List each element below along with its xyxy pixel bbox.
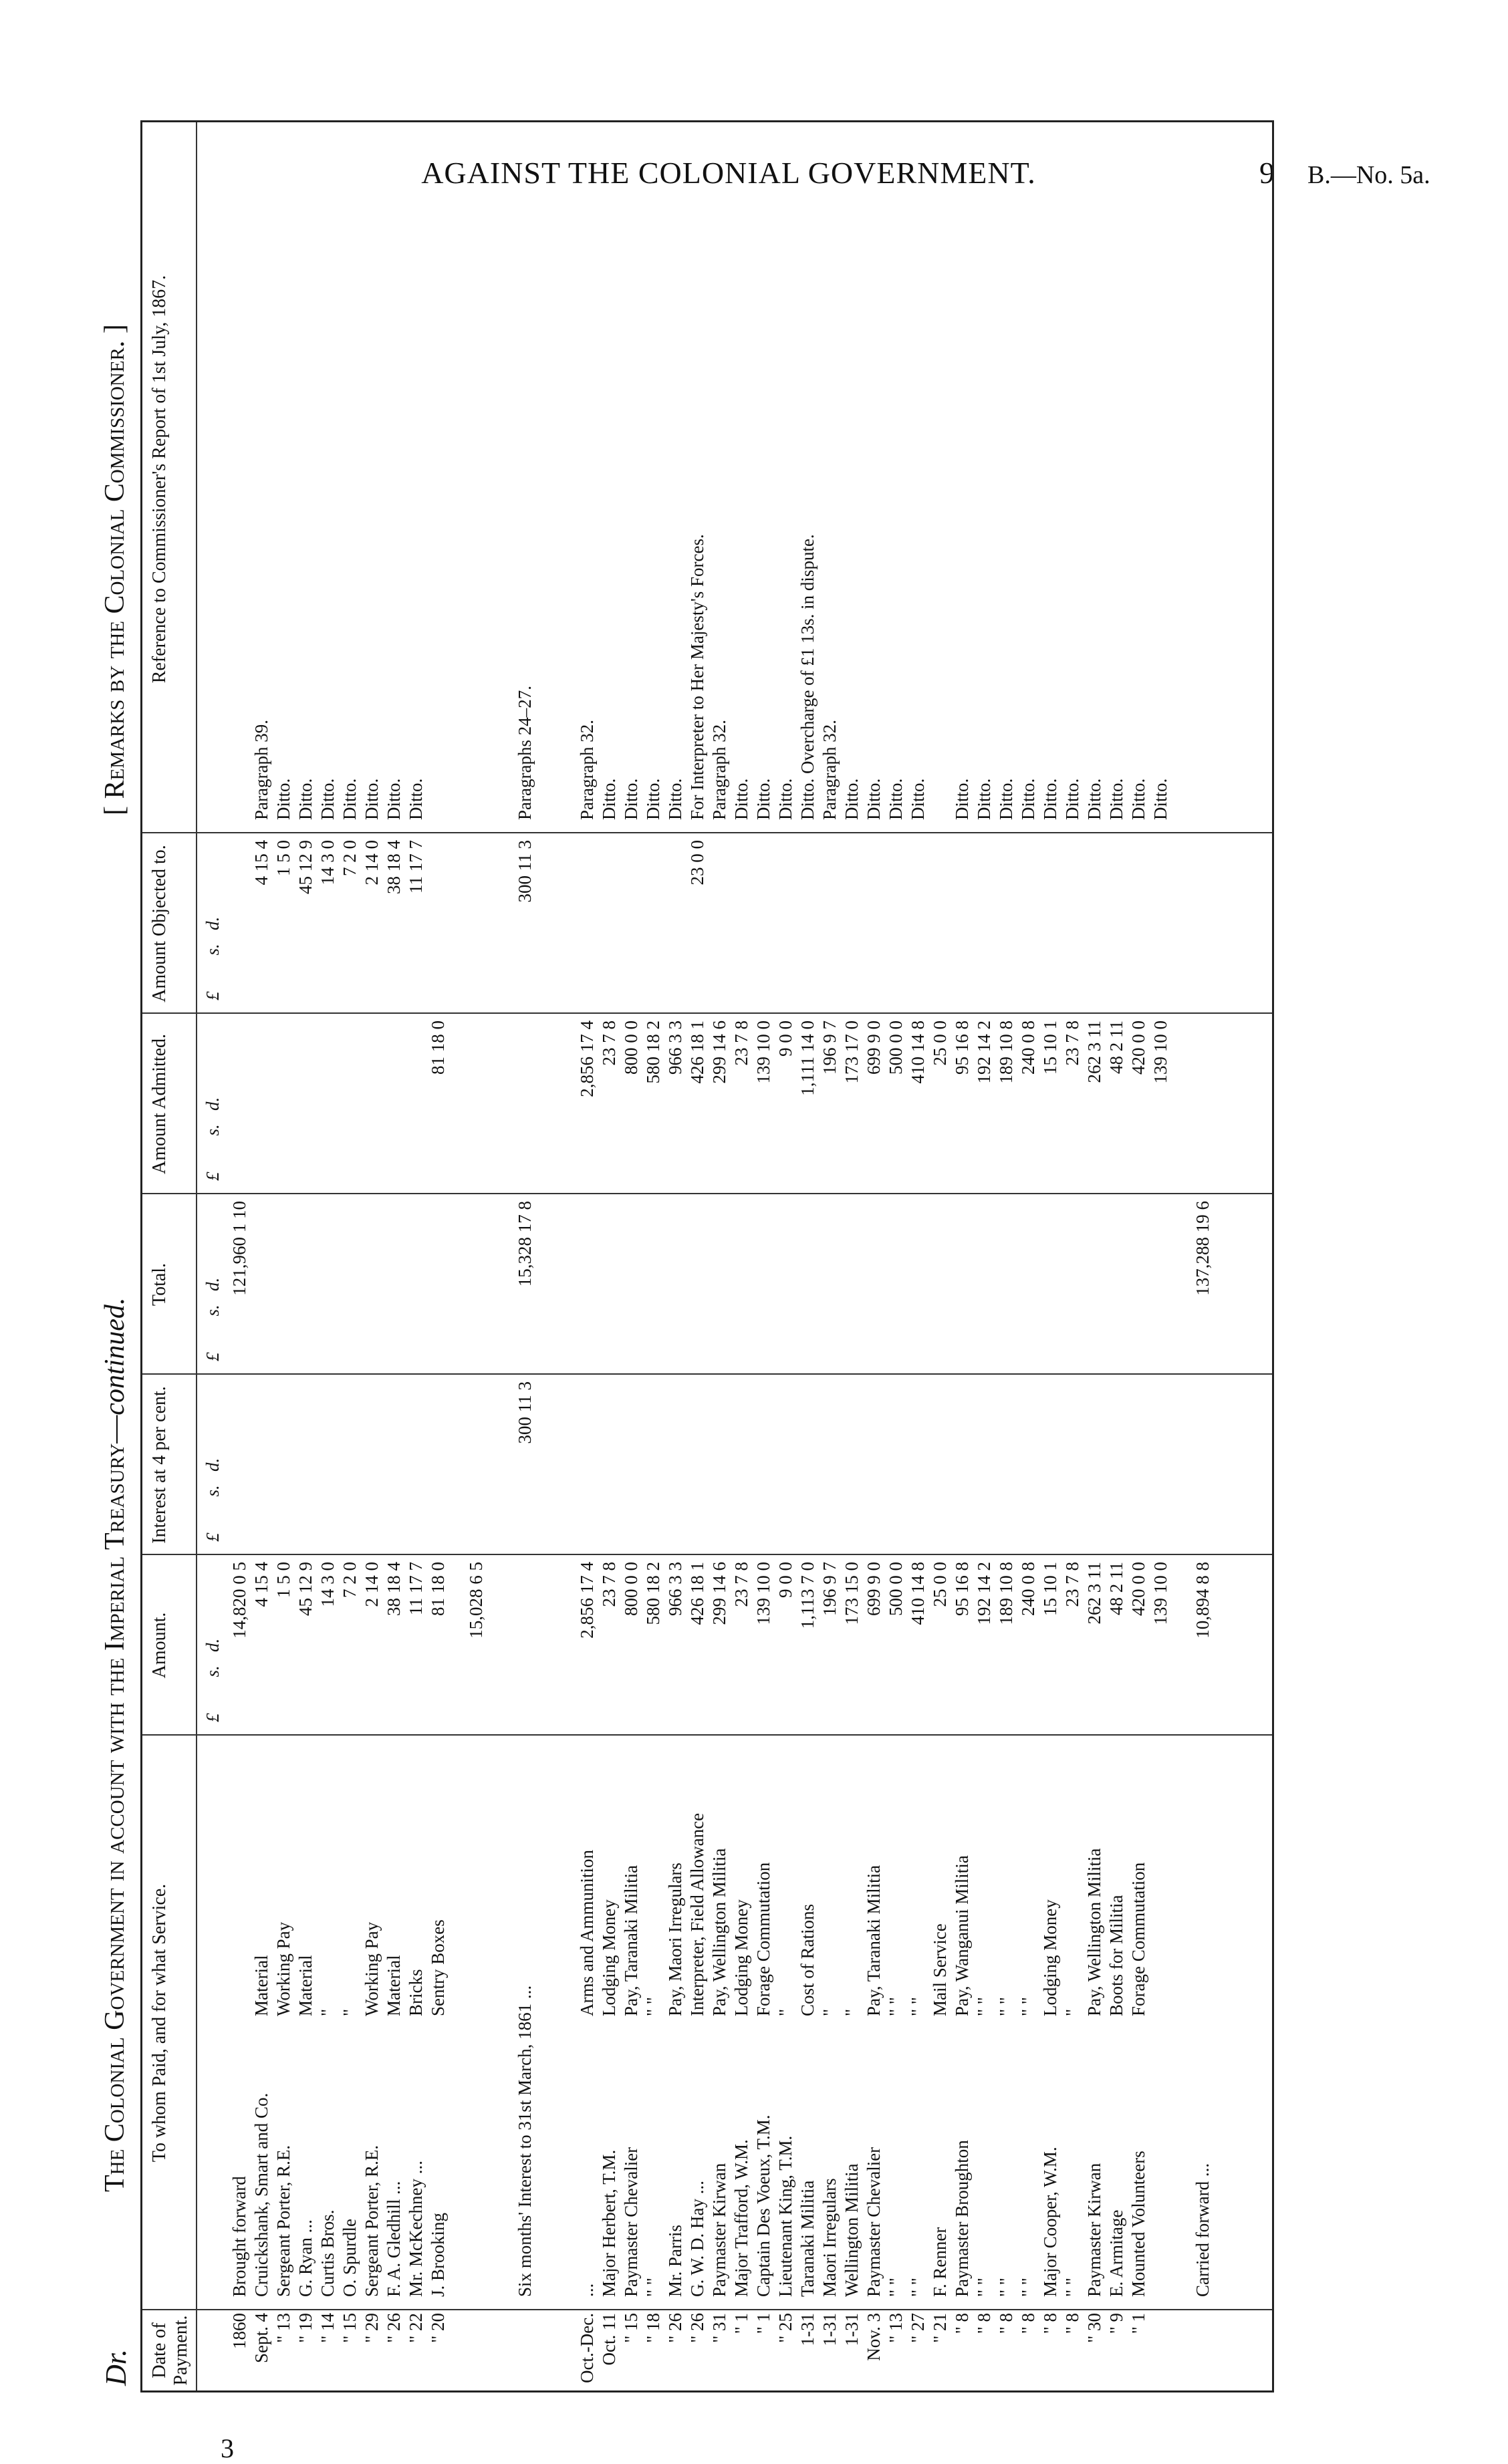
total-units: £ s. d. <box>203 1277 223 1361</box>
cell-date: " 15 <box>621 2313 641 2343</box>
cell-service: Mail Service <box>930 1923 950 2016</box>
ledger-title <box>99 1298 131 2192</box>
cell-date: " 18 <box>643 2313 663 2343</box>
cell-name: Maori Irregulars <box>820 2178 840 2297</box>
cell-service: Arms and Ammunition <box>577 1850 597 2016</box>
cell-total: 137,288 19 6 <box>1192 1201 1213 1296</box>
cell-date: " 26 <box>687 2313 707 2343</box>
remarks-title: [ Remarks by the Colonial Commissioner. ] <box>100 324 130 815</box>
cell-admitted: 192 14 2 <box>974 1020 994 1084</box>
cell-admitted: 699 9 0 <box>864 1020 884 1075</box>
cell-service: " " <box>908 1997 928 2016</box>
cell-amount: 23 7 8 <box>1062 1562 1082 1607</box>
cell-service: Lodging Money <box>731 1899 751 2016</box>
cell-objected: 4 15 4 <box>251 840 271 885</box>
cell-admitted: 81 18 0 <box>428 1020 448 1075</box>
cell-name: Paymaster Kirwan <box>709 2163 729 2297</box>
ledger-row <box>731 125 751 2390</box>
cell-amount: 38 18 4 <box>384 1562 404 1616</box>
cell-admitted: 189 10 8 <box>996 1020 1016 1084</box>
cell-name: F. A. Gledhill ... <box>384 2181 404 2297</box>
cell-admitted: 139 10 0 <box>753 1020 773 1084</box>
cell-amount: 14 3 0 <box>318 1562 338 1607</box>
cell-ref: Ditto. <box>886 778 906 820</box>
cell-service: " <box>340 2008 360 2016</box>
cell-amount: 699 9 0 <box>864 1562 884 1616</box>
cell-objected: 38 18 4 <box>384 840 404 894</box>
ledger-row <box>1062 125 1082 2390</box>
cell-service: Pay, Taranaki Militia <box>864 1865 884 2016</box>
cell-amount: 11 17 7 <box>406 1562 426 1615</box>
cell-name: F. Renner <box>930 2227 950 2297</box>
cell-admitted: 23 7 8 <box>1062 1020 1082 1066</box>
cell-name: " " <box>1018 2278 1038 2297</box>
col-date-header: Date of Payment. <box>149 2315 191 2386</box>
cell-date: " 1 <box>731 2313 751 2334</box>
cell-amount: 2,856 17 4 <box>577 1562 597 1639</box>
cell-date: " 8 <box>1062 2313 1082 2334</box>
cell-objected: 7 2 0 <box>340 840 360 876</box>
ledger-row <box>295 125 316 2390</box>
cell-admitted: 1,111 14 0 <box>797 1020 818 1096</box>
ledger-row <box>709 125 729 2390</box>
cell-admitted: 262 3 11 <box>1084 1020 1104 1083</box>
ledger-row <box>599 125 619 2390</box>
cell-amount: 262 3 11 <box>1084 1562 1104 1625</box>
ledger-row <box>864 125 884 2390</box>
cell-service: Sentry Boxes <box>428 1919 448 2016</box>
cell-ref: Ditto. <box>362 778 382 820</box>
cell-ref: Ditto. <box>318 778 338 820</box>
cell-name: " " <box>908 2278 928 2297</box>
cell-ref: Ditto. <box>665 778 685 820</box>
ledger-row <box>466 125 486 2390</box>
cell-admitted: 299 14 6 <box>709 1020 729 1084</box>
cell-amount: 196 9 7 <box>820 1562 840 1616</box>
cell-admitted: 426 18 1 <box>687 1020 707 1084</box>
cell-amount: 45 12 9 <box>295 1562 316 1616</box>
ledger-row <box>384 125 404 2390</box>
cell-admitted: 15 10 1 <box>1040 1020 1060 1075</box>
cell-amount: 420 0 0 <box>1128 1562 1148 1616</box>
cell-service: Working Pay <box>273 1921 293 2016</box>
cell-amount: 15 10 1 <box>1040 1562 1060 1616</box>
ledger-title-main: The Colonial Government in account with the Imperial Treasury— <box>100 1415 130 2192</box>
cell-amount: 48 2 11 <box>1106 1562 1126 1615</box>
cell-date: " 8 <box>1040 2313 1060 2334</box>
cell-date: 1-31 <box>797 2313 818 2346</box>
cell-name: Paymaster Chevalier <box>621 2147 641 2297</box>
cell-date: " 8 <box>974 2313 994 2334</box>
cell-amount: 139 10 0 <box>1150 1562 1170 1625</box>
cell-amount: 139 10 0 <box>753 1562 773 1625</box>
cell-ref: Ditto. <box>974 778 994 820</box>
cell-ref: Ditto. <box>295 778 316 820</box>
cell-name: Paymaster Broughton <box>952 2140 972 2297</box>
cell-ref: Ditto. <box>1128 778 1148 820</box>
cell-service: Material <box>384 1955 404 2016</box>
cell-objected: 11 17 7 <box>406 840 426 894</box>
cell-service: Bricks <box>406 1969 426 2016</box>
cell-ref: Paragraph 39. <box>251 720 271 820</box>
cell-amount: 800 0 0 <box>621 1562 641 1616</box>
header-divider <box>196 122 197 2390</box>
cell-date: " 30 <box>1084 2313 1104 2343</box>
cell-admitted: 23 7 8 <box>599 1020 619 1066</box>
cell-date: " 9 <box>1106 2313 1126 2334</box>
cell-date: " 1 <box>1128 2313 1148 2334</box>
cell-service: Material <box>251 1955 271 2016</box>
cell-date: " 27 <box>908 2313 928 2343</box>
cell-admitted: 410 14 8 <box>908 1020 928 1084</box>
cell-date: " 25 <box>775 2313 795 2343</box>
col-reference-header: Reference to Commissioner's Report of 1st July, 1867. <box>149 275 170 684</box>
cell-name: Major Cooper, W.M. <box>1040 2147 1060 2297</box>
ledger-row <box>1192 125 1213 2390</box>
cell-admitted: 966 3 3 <box>665 1020 685 1075</box>
cell-amount: 580 18 2 <box>643 1562 663 1625</box>
ledger-row <box>687 125 707 2390</box>
cell-name: Mounted Volunteers <box>1128 2151 1148 2297</box>
cell-service: Boots for Militia <box>1106 1895 1126 2016</box>
admitted-units: £ s. d. <box>203 1097 223 1181</box>
cell-admitted: 2,856 17 4 <box>577 1020 597 1097</box>
cell-ref: Ditto. <box>952 778 972 820</box>
ledger-row <box>251 125 271 2390</box>
cell-admitted: 95 16 8 <box>952 1020 972 1075</box>
col-whom-header: To whom Paid, and for what Service. <box>149 1883 170 2163</box>
ledger-row <box>1084 125 1104 2390</box>
cell-service: Pay, Taranaki Militia <box>621 1865 641 2016</box>
cell-ref: Ditto. <box>1062 778 1082 820</box>
cell-objected: 45 12 9 <box>295 840 316 894</box>
ledger-row <box>820 125 840 2390</box>
debit-label: Dr. <box>100 2348 132 2386</box>
cell-amount: 7 2 0 <box>340 1562 360 1598</box>
ledger-row <box>406 125 426 2390</box>
cell-amount: 410 14 8 <box>908 1562 928 1625</box>
cell-service: Lodging Money <box>1040 1899 1060 2016</box>
cell-service: " <box>842 2008 862 2016</box>
cell-amount: 14,820 0 5 <box>229 1562 249 1639</box>
cell-amount: 2 14 0 <box>362 1562 382 1607</box>
ledger-table <box>87 120 1277 2392</box>
cell-name: Curtis Bros. <box>318 2209 338 2297</box>
cell-admitted: 48 2 11 <box>1106 1020 1126 1074</box>
col-admitted-header: Amount Admitted. <box>149 1034 170 1174</box>
ledger-row <box>229 125 249 2390</box>
ledger-row <box>621 125 641 2390</box>
cell-ref: Paragraph 32. <box>709 720 729 820</box>
ledger-row <box>340 125 360 2390</box>
ledger-row <box>930 125 950 2390</box>
cell-date: " 20 <box>428 2313 448 2343</box>
ledger-row <box>362 125 382 2390</box>
cell-date: 1-31 <box>820 2313 840 2346</box>
cell-amount: 173 15 0 <box>842 1562 862 1625</box>
cell-ref: Ditto. <box>753 778 773 820</box>
cell-name: O. Spurdle <box>340 2219 360 2297</box>
cell-date: " 26 <box>665 2313 685 2343</box>
cell-name: Major Trafford, W.M. <box>731 2139 751 2297</box>
col-interest-header: Interest at 4 per cent. <box>149 1386 170 1544</box>
cell-ref: Ditto. <box>273 778 293 820</box>
cell-name: Paymaster Kirwan <box>1084 2163 1104 2297</box>
cell-name: Captain Des Voeux, T.M. <box>753 2114 773 2297</box>
cell-name: J. Brooking <box>428 2212 448 2297</box>
cell-name: " " <box>886 2278 906 2297</box>
cell-name: Lieutenant King, T.M. <box>775 2135 795 2297</box>
cell-date: 1860 <box>229 2313 249 2349</box>
cell-admitted: 139 10 0 <box>1150 1020 1170 1084</box>
cell-service: Pay, Maori Irregulars <box>665 1863 685 2016</box>
col-objected-header: Amount Objected to. <box>149 845 170 1002</box>
ledger-row <box>428 125 448 2390</box>
cell-name: G. Ryan ... <box>295 2219 316 2297</box>
cell-service: " " <box>974 1997 994 2016</box>
cell-objected: 23 0 0 <box>687 840 707 885</box>
cell-ref: Ditto. <box>406 778 426 820</box>
cell-admitted: 500 0 0 <box>886 1020 906 1075</box>
cell-name: Wellington Militia <box>842 2163 862 2297</box>
cell-service: " " <box>886 1997 906 2016</box>
ledger-row <box>577 125 597 2390</box>
ledger-row <box>996 125 1016 2390</box>
cell-date: " 15 <box>340 2313 360 2343</box>
ledger-row <box>952 125 972 2390</box>
cell-date: " 8 <box>952 2313 972 2334</box>
cell-ref: Ditto. <box>996 778 1016 820</box>
cell-service: Pay, Wellington Militia <box>709 1848 729 2016</box>
cell-admitted: 420 0 0 <box>1128 1020 1148 1075</box>
cell-date: " 19 <box>295 2313 316 2343</box>
ledger-title-line <box>87 120 140 2392</box>
cell-name: ... <box>577 2283 597 2297</box>
ledger-row <box>886 125 906 2390</box>
cell-admitted: 23 7 8 <box>731 1020 751 1066</box>
cell-amount: 23 7 8 <box>599 1562 619 1607</box>
cell-ref: Ditto. <box>340 778 360 820</box>
cell-admitted: 580 18 2 <box>643 1020 663 1084</box>
cell-admitted: 9 0 0 <box>775 1020 795 1057</box>
ledger-row <box>1040 125 1060 2390</box>
cell-name: E. Armitage <box>1106 2209 1126 2297</box>
cell-amount: 10,894 8 8 <box>1192 1562 1213 1639</box>
col-amount-header: Amount. <box>149 1612 170 1679</box>
ledger-row <box>797 125 818 2390</box>
cell-ref: Ditto. <box>731 778 751 820</box>
ledger-title-continued: continued. <box>100 1297 130 1415</box>
ledger-row <box>273 125 293 2390</box>
cell-admitted: 240 0 8 <box>1018 1020 1038 1075</box>
cell-name: G. W. D. Hay ... <box>687 2181 707 2297</box>
cell-admitted: 25 0 0 <box>930 1020 950 1066</box>
ledger-row <box>515 125 535 2390</box>
ledger-row <box>318 125 338 2390</box>
cell-service: Pay, Wanganui Militia <box>952 1855 972 2016</box>
ledger-row <box>643 125 663 2390</box>
cell-objected: 2 14 0 <box>362 840 382 885</box>
amount-units: £ s. d. <box>203 1638 223 1722</box>
document-reference: B.—No. 5a. <box>1307 161 1430 189</box>
interest-units: £ s. d. <box>203 1458 223 1542</box>
cell-name: Sergeant Porter, R.E. <box>362 2145 382 2297</box>
objected-units: £ s. d. <box>203 916 223 1000</box>
cell-objected: 1 5 0 <box>273 840 293 876</box>
cell-date: " 21 <box>930 2313 950 2343</box>
cell-date: Oct.-Dec. <box>577 2313 597 2383</box>
cell-service: " <box>1062 2008 1082 2016</box>
cell-ref: Paragraph 32. <box>820 720 840 820</box>
cell-date: " 8 <box>996 2313 1016 2334</box>
cell-objected: 300 11 3 <box>515 840 535 903</box>
cell-service: " <box>318 2008 338 2016</box>
cell-service: " <box>820 2008 840 2016</box>
ledger-row <box>974 125 994 2390</box>
cell-service: " " <box>1018 1997 1038 2016</box>
cell-ref: Ditto. <box>384 778 404 820</box>
cell-ref: Paragraph 32. <box>577 720 597 820</box>
cell-date: " 1 <box>753 2313 773 2334</box>
cell-amount: 240 0 8 <box>1018 1562 1038 1616</box>
cell-service: Forage Commutation <box>1128 1862 1148 2016</box>
cell-service: " " <box>996 1997 1016 2016</box>
cell-ref: Ditto. <box>908 778 928 820</box>
cell-name: Major Herbert, T.M. <box>599 2149 619 2297</box>
cell-name: Carried forward ... <box>1192 2163 1213 2297</box>
cell-admitted: 196 9 7 <box>820 1020 840 1075</box>
ledger-row <box>753 125 773 2390</box>
ledger-frame <box>140 120 1274 2392</box>
cell-name: Taranaki Militia <box>797 2180 818 2297</box>
cell-ref: Ditto. <box>599 778 619 820</box>
cell-total: 121,960 1 10 <box>229 1201 249 1296</box>
ledger-row <box>842 125 862 2390</box>
cell-amount: 15,028 6 5 <box>466 1562 486 1639</box>
cell-ref: Ditto. <box>1084 778 1104 820</box>
cell-service: Lodging Money <box>599 1899 619 2016</box>
cell-amount: 9 0 0 <box>775 1562 795 1598</box>
cell-service: Material <box>295 1955 316 2016</box>
cell-date: Sept. 4 <box>251 2313 271 2364</box>
ledger-row <box>775 125 795 2390</box>
cell-service: " <box>775 2008 795 2016</box>
cell-amount: 500 0 0 <box>886 1562 906 1616</box>
cell-name: Brought forward <box>229 2176 249 2297</box>
cell-date: " 31 <box>709 2313 729 2343</box>
cell-amount: 426 18 1 <box>687 1562 707 1625</box>
ledger-row <box>665 125 685 2390</box>
cell-amount: 4 15 4 <box>251 1562 271 1607</box>
cell-name: " " <box>996 2278 1016 2297</box>
cell-amount: 81 18 0 <box>428 1562 448 1616</box>
cell-date: Oct. 11 <box>599 2313 619 2366</box>
cell-service: " " <box>643 1997 663 2016</box>
folio-number: 3 <box>221 2433 234 2463</box>
cell-date: " 22 <box>406 2313 426 2343</box>
ledger-row <box>1128 125 1148 2390</box>
cell-admitted: 173 17 0 <box>842 1020 862 1084</box>
cell-ref: Ditto. <box>775 778 795 820</box>
cell-amount: 1,113 7 0 <box>797 1562 818 1629</box>
cell-admitted: 800 0 0 <box>621 1020 641 1075</box>
cell-name: " " <box>643 2278 663 2297</box>
cell-service: Interpreter, Field Allowance <box>687 1812 707 2016</box>
cell-ref: Ditto. <box>864 778 884 820</box>
cell-amount: 189 10 8 <box>996 1562 1016 1625</box>
cell-amount: 299 14 6 <box>709 1562 729 1625</box>
cell-date: 1-31 <box>842 2313 862 2346</box>
cell-ref: Ditto. <box>643 778 663 820</box>
page-number: 9 <box>1259 156 1275 190</box>
cell-service: Pay, Wellington Militia <box>1084 1848 1104 2016</box>
cell-objected: 14 3 0 <box>318 840 338 885</box>
cell-name: Paymaster Chevalier <box>864 2147 884 2297</box>
cell-name: Six months' Interest to 31st March, 1861 ... <box>515 1985 535 2297</box>
cell-date: " 13 <box>886 2313 906 2343</box>
cell-amount: 95 16 8 <box>952 1562 972 1616</box>
cell-service: Working Pay <box>362 1921 382 2016</box>
page-header-title: AGAINST THE COLONIAL GOVERNMENT. <box>421 156 1036 190</box>
cell-name: Cruickshank, Smart and Co. <box>251 2092 271 2297</box>
cell-date: " 26 <box>384 2313 404 2343</box>
col-total-header: Total. <box>149 1262 170 1307</box>
cell-ref: Ditto. <box>621 778 641 820</box>
cell-ref: Ditto. <box>842 778 862 820</box>
cell-ref: Ditto. <box>1106 778 1126 820</box>
ledger-row <box>1150 125 1170 2390</box>
ledger-row <box>908 125 928 2390</box>
cell-name: " " <box>1062 2278 1082 2297</box>
cell-date: " 8 <box>1018 2313 1038 2334</box>
cell-name: Mr. Parris <box>665 2225 685 2297</box>
cell-service: Forage Commutation <box>753 1862 773 2016</box>
cell-date: " 14 <box>318 2313 338 2343</box>
cell-name: " " <box>974 2278 994 2297</box>
cell-amount: 192 14 2 <box>974 1562 994 1625</box>
cell-amount: 1 5 0 <box>273 1562 293 1598</box>
cell-date: " 13 <box>273 2313 293 2343</box>
cell-name: Mr. McKechney ... <box>406 2161 426 2297</box>
cell-name: Sergeant Porter, R.E. <box>273 2145 293 2297</box>
cell-ref: Ditto. <box>1018 778 1038 820</box>
cell-ref: For Interpreter to Her Majesty's Forces. <box>687 534 707 820</box>
ledger-row <box>1018 125 1038 2390</box>
cell-service: Cost of Rations <box>797 1903 818 2016</box>
cell-ref: Paragraphs 24–27. <box>515 686 535 820</box>
cell-date: " 29 <box>362 2313 382 2343</box>
cell-amount: 23 7 8 <box>731 1562 751 1607</box>
cell-ref: Ditto. Overcharge of £1 13s. in dispute. <box>797 534 818 820</box>
cell-ref: Ditto. <box>1150 778 1170 820</box>
cell-date: Nov. 3 <box>864 2313 884 2361</box>
cell-interest: 300 11 3 <box>515 1381 535 1444</box>
ledger-row <box>1106 125 1126 2390</box>
cell-total: 15,328 17 8 <box>515 1201 535 1287</box>
cell-amount: 966 3 3 <box>665 1562 685 1616</box>
cell-ref: Ditto. <box>1040 778 1060 820</box>
cell-amount: 25 0 0 <box>930 1562 950 1607</box>
